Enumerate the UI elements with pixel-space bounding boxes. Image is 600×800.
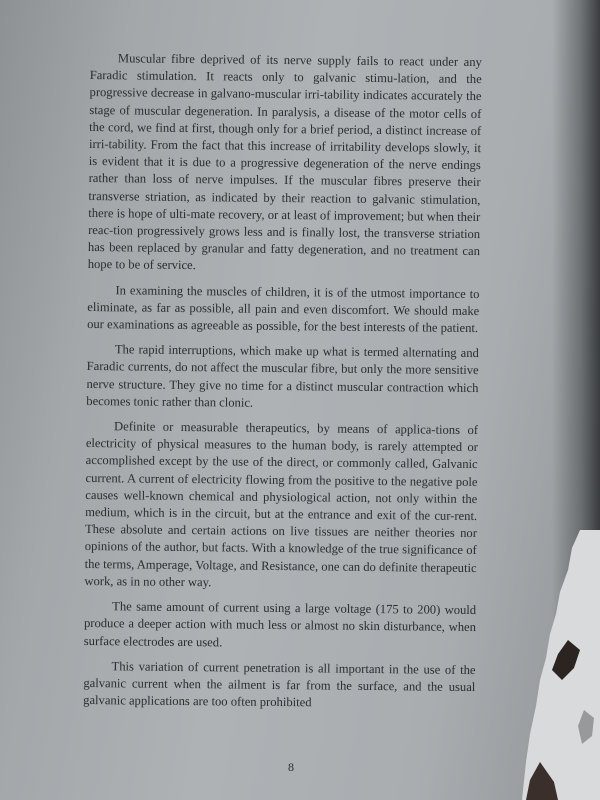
paragraph: The rapid interruptions, which make up what is termed alternating and Faradic currents, do not affect the muscular fibre, but only the more sensitive nerve structure. They give no time for a distinct muscular contraction which becomes tonic rather than clonic. — [86, 342, 479, 410]
paragraph: In examining the muscles of children, it is of the utmost importance to eliminate, as far as possible, all pain and even discomfort. We should make our examinations as agreeable as possible, for the best interests of the patient. — [87, 282, 480, 336]
torn-page-corner — [510, 530, 600, 800]
paragraph: Muscular fibre deprived of its nerve supply fails to react under any Faradic stimulation. It reacts only to galvanic stimu-lation, and the progressive decrease in galvano-muscular irri-tability indicates accurately the stage of muscular degeneration. In paralysis, a disease of the motor cells of the cord, we find at first, though only for a brief period, a distinct increase of irri-tability. From the fact that this increase of irritability develops slowly, it is evident that it is due to a progressive degeneration of the nerve endings rather than loss of nerve impulses. If the muscular fibres preserve their transverse striation, as indicated by their reaction to galvanic stimulation, there is hope of ulti-mate recovery, or at least of improvement; but when their reac-tion progressively grows less and is finally lost, the transverse striation has been replaced by granular and fatty degeneration, and no treatment can hope to be of service. — [87, 51, 482, 273]
body-text — [83, 50, 482, 721]
paragraph: This variation of current penetration is all important in the use of the galvanic current when the ailment is far from the surface, and the usual galvanic applications are too often prohibited — [83, 658, 476, 710]
paragraph: The same amount of current using a large voltage (175 to 200) would produce a deeper action with much less or almost no skin disturbance, when surface electrodes are used. — [83, 599, 477, 649]
paragraph: Definite or measurable therapeutics, by means of applica-tions of electricity of physical measures to the human body, is rarely attempted or accomplished except by the use of the direct, or commonly called, Galvanic current. A current of electricity flowing from the positive to the negative pole causes well-known chemical and physiological action, not only within the medium, which is in the circuit, but at the entrance and exit of the cur-rent. These absolute and certain actions on live tissues are neither theories nor opinions of the author, but facts. With a knowledge of the true significance of the terms, Amperage, Voltage, and Resistance, one can do definite therapeutic work, as in no other way. — [84, 419, 479, 590]
page-number: 8 — [288, 760, 294, 774]
